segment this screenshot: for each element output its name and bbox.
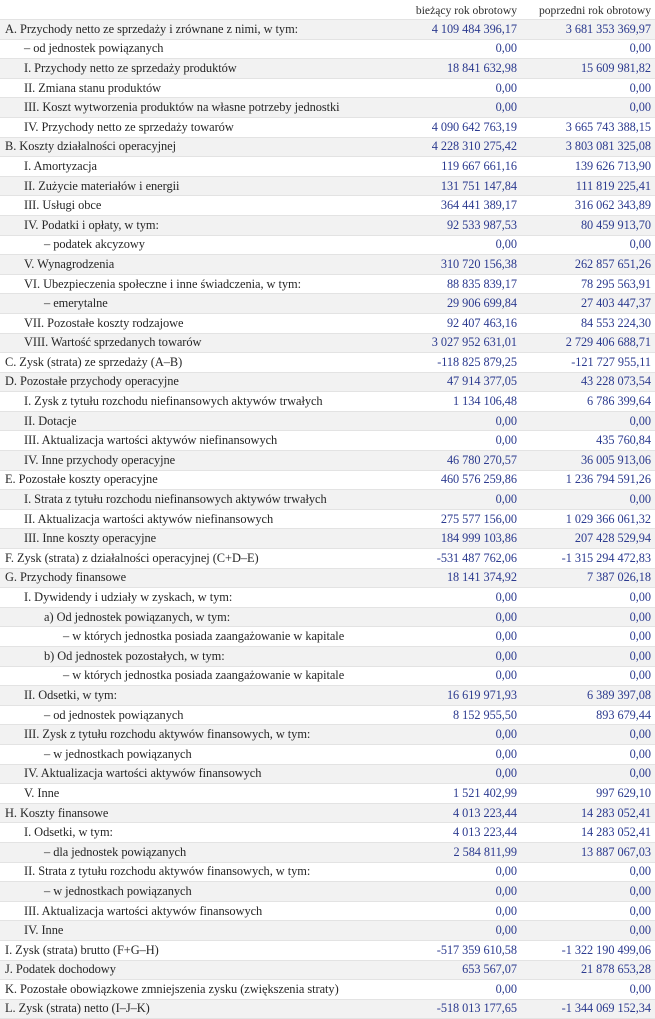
- row-label: b) Od jednostek pozostałych, w tym:: [0, 647, 387, 667]
- table-row: [0, 509, 655, 529]
- row-value-current-year: 0,00: [387, 235, 521, 255]
- row-label: II. Zmiana stanu produktów: [0, 78, 387, 98]
- row-value-previous-year: 0,00: [521, 39, 655, 59]
- table-row: [0, 39, 655, 59]
- table-row: [0, 882, 655, 902]
- table-row: [0, 353, 655, 373]
- row-label: – podatek akcyzowy: [0, 235, 387, 255]
- row-value-current-year: 0,00: [387, 588, 521, 608]
- row-value-previous-year: 3 681 353 369,97: [521, 20, 655, 40]
- row-value-current-year: 4 013 223,44: [387, 823, 521, 843]
- table-row: [0, 980, 655, 1000]
- row-value-previous-year: 80 459 913,70: [521, 215, 655, 235]
- row-label: a) Od jednostek powiązanych, w tym:: [0, 607, 387, 627]
- row-value-previous-year: 435 760,84: [521, 431, 655, 451]
- table-row: [0, 176, 655, 196]
- table-row: [0, 705, 655, 725]
- row-label: – od jednostek powiązanych: [0, 705, 387, 725]
- table-row: [0, 921, 655, 941]
- row-value-previous-year: 0,00: [521, 411, 655, 431]
- table-row: [0, 666, 655, 686]
- row-value-current-year: 310 720 156,38: [387, 255, 521, 275]
- row-value-previous-year: 7 387 026,18: [521, 568, 655, 588]
- row-label: IV. Inne przychody operacyjne: [0, 451, 387, 471]
- row-value-current-year: -517 359 610,58: [387, 940, 521, 960]
- row-label: – w jednostkach powiązanych: [0, 882, 387, 902]
- row-value-previous-year: 27 403 447,37: [521, 294, 655, 314]
- table-row: [0, 588, 655, 608]
- table-row: [0, 157, 655, 177]
- table-row: [0, 490, 655, 510]
- table-header: [0, 0, 655, 20]
- table-row: [0, 940, 655, 960]
- row-value-current-year: 1 134 106,48: [387, 392, 521, 412]
- row-label: – w jednostkach powiązanych: [0, 744, 387, 764]
- row-label: IV. Przychody netto ze sprzedaży towarów: [0, 117, 387, 137]
- row-value-previous-year: 3 803 081 325,08: [521, 137, 655, 157]
- row-label: III. Inne koszty operacyjne: [0, 529, 387, 549]
- row-label: V. Inne: [0, 784, 387, 804]
- table-row: [0, 411, 655, 431]
- row-label: E. Pozostałe koszty operacyjne: [0, 470, 387, 490]
- row-value-current-year: 0,00: [387, 882, 521, 902]
- row-value-current-year: 0,00: [387, 921, 521, 941]
- table-row: [0, 98, 655, 118]
- row-value-current-year: 4 228 310 275,42: [387, 137, 521, 157]
- row-label: I. Odsetki, w tym:: [0, 823, 387, 843]
- row-value-previous-year: -1 322 190 499,06: [521, 940, 655, 960]
- row-label: H. Koszty finansowe: [0, 803, 387, 823]
- row-value-current-year: 0,00: [387, 78, 521, 98]
- row-value-previous-year: 0,00: [521, 862, 655, 882]
- table-row: [0, 313, 655, 333]
- row-label: B. Koszty działalności operacyjnej: [0, 137, 387, 157]
- row-value-current-year: 0,00: [387, 431, 521, 451]
- row-value-current-year: 0,00: [387, 744, 521, 764]
- header-previous-year: poprzedni rok obrotowy: [521, 0, 655, 20]
- row-label: G. Przychody finansowe: [0, 568, 387, 588]
- row-value-previous-year: 0,00: [521, 725, 655, 745]
- row-label: VI. Ubezpieczenia społeczne i inne świadczenia, w tym:: [0, 274, 387, 294]
- row-label: III. Zysk z tytułu rozchodu aktywów finansowych, w tym:: [0, 725, 387, 745]
- table-row: [0, 255, 655, 275]
- row-value-previous-year: 207 428 529,94: [521, 529, 655, 549]
- row-value-current-year: 275 577 156,00: [387, 509, 521, 529]
- table-row: [0, 744, 655, 764]
- row-value-current-year: 47 914 377,05: [387, 372, 521, 392]
- row-value-previous-year: -1 315 294 472,83: [521, 549, 655, 569]
- table-row: [0, 294, 655, 314]
- row-label: V. Wynagrodzenia: [0, 255, 387, 275]
- table-row: [0, 901, 655, 921]
- row-value-current-year: 0,00: [387, 39, 521, 59]
- row-label: III. Aktualizacja wartości aktywów niefinansowych: [0, 431, 387, 451]
- row-label: III. Usługi obce: [0, 196, 387, 216]
- row-value-previous-year: 14 283 052,41: [521, 803, 655, 823]
- row-label: I. Zysk (strata) brutto (F+G–H): [0, 940, 387, 960]
- table-row: [0, 725, 655, 745]
- row-value-previous-year: 316 062 343,89: [521, 196, 655, 216]
- row-label: J. Podatek dochodowy: [0, 960, 387, 980]
- table-row: [0, 20, 655, 40]
- row-value-current-year: 18 841 632,98: [387, 59, 521, 79]
- row-value-previous-year: 0,00: [521, 980, 655, 1000]
- row-value-previous-year: 14 283 052,41: [521, 823, 655, 843]
- table-row: [0, 549, 655, 569]
- row-value-current-year: 3 027 952 631,01: [387, 333, 521, 353]
- table-row: [0, 686, 655, 706]
- row-value-previous-year: 36 005 913,06: [521, 451, 655, 471]
- row-label: II. Odsetki, w tym:: [0, 686, 387, 706]
- row-label: C. Zysk (strata) ze sprzedaży (A–B): [0, 353, 387, 373]
- row-label: II. Aktualizacja wartości aktywów niefinansowych: [0, 509, 387, 529]
- row-label: F. Zysk (strata) z działalności operacyjnej (C+D–E): [0, 549, 387, 569]
- table-row: [0, 274, 655, 294]
- row-label: II. Dotacje: [0, 411, 387, 431]
- row-label: VII. Pozostałe koszty rodzajowe: [0, 313, 387, 333]
- table-row: [0, 862, 655, 882]
- row-value-previous-year: 0,00: [521, 98, 655, 118]
- row-value-previous-year: 21 878 653,28: [521, 960, 655, 980]
- row-value-current-year: 364 441 389,17: [387, 196, 521, 216]
- row-value-previous-year: 84 553 224,30: [521, 313, 655, 333]
- header-current-year: bieżący rok obrotowy: [387, 0, 521, 20]
- row-value-previous-year: 6 786 399,64: [521, 392, 655, 412]
- row-label: A. Przychody netto ze sprzedaży i zrównane z nimi, w tym:: [0, 20, 387, 40]
- table-row: [0, 451, 655, 471]
- table-row: [0, 196, 655, 216]
- row-value-current-year: 0,00: [387, 647, 521, 667]
- row-value-previous-year: 0,00: [521, 647, 655, 667]
- row-value-current-year: 0,00: [387, 901, 521, 921]
- row-value-previous-year: 0,00: [521, 235, 655, 255]
- row-value-previous-year: 262 857 651,26: [521, 255, 655, 275]
- row-value-current-year: 1 521 402,99: [387, 784, 521, 804]
- row-label: IV. Inne: [0, 921, 387, 941]
- row-label: – emerytalne: [0, 294, 387, 314]
- row-label: I. Zysk z tytułu rozchodu niefinansowych aktywów trwałych: [0, 392, 387, 412]
- row-value-previous-year: -121 727 955,11: [521, 353, 655, 373]
- table-row: [0, 784, 655, 804]
- row-value-current-year: 653 567,07: [387, 960, 521, 980]
- row-value-previous-year: 3 665 743 388,15: [521, 117, 655, 137]
- row-value-current-year: 46 780 270,57: [387, 451, 521, 471]
- table-row: [0, 431, 655, 451]
- row-label: II. Strata z tytułu rozchodu aktywów finansowych, w tym:: [0, 862, 387, 882]
- row-value-previous-year: 1 029 366 061,32: [521, 509, 655, 529]
- row-value-current-year: 119 667 661,16: [387, 157, 521, 177]
- row-label: – w których jednostka posiada zaangażowanie w kapitale: [0, 666, 387, 686]
- row-value-current-year: -118 825 879,25: [387, 353, 521, 373]
- row-value-previous-year: 139 626 713,90: [521, 157, 655, 177]
- row-label: II. Zużycie materiałów i energii: [0, 176, 387, 196]
- row-value-current-year: 92 533 987,53: [387, 215, 521, 235]
- row-value-current-year: 4 013 223,44: [387, 803, 521, 823]
- row-value-previous-year: 0,00: [521, 607, 655, 627]
- row-value-current-year: 4 109 484 396,17: [387, 20, 521, 40]
- row-value-current-year: 460 576 259,86: [387, 470, 521, 490]
- row-value-previous-year: 15 609 981,82: [521, 59, 655, 79]
- row-value-current-year: 0,00: [387, 490, 521, 510]
- table-row: [0, 529, 655, 549]
- table-row: [0, 627, 655, 647]
- row-label: III. Koszt wytworzenia produktów na własne potrzeby jednostki: [0, 98, 387, 118]
- table-row: [0, 333, 655, 353]
- row-value-current-year: 18 141 374,92: [387, 568, 521, 588]
- row-value-current-year: 131 751 147,84: [387, 176, 521, 196]
- row-value-current-year: 0,00: [387, 411, 521, 431]
- table-row: [0, 235, 655, 255]
- row-value-current-year: 16 619 971,93: [387, 686, 521, 706]
- row-value-previous-year: 0,00: [521, 588, 655, 608]
- row-value-current-year: 0,00: [387, 607, 521, 627]
- row-value-current-year: 0,00: [387, 862, 521, 882]
- row-value-current-year: 0,00: [387, 764, 521, 784]
- row-value-current-year: 2 584 811,99: [387, 842, 521, 862]
- row-label: VIII. Wartość sprzedanych towarów: [0, 333, 387, 353]
- row-value-current-year: 0,00: [387, 98, 521, 118]
- table-row: [0, 647, 655, 667]
- table-row: [0, 764, 655, 784]
- row-label: – od jednostek powiązanych: [0, 39, 387, 59]
- row-value-current-year: 92 407 463,16: [387, 313, 521, 333]
- table-row: [0, 392, 655, 412]
- row-value-current-year: 0,00: [387, 980, 521, 1000]
- row-value-current-year: 184 999 103,86: [387, 529, 521, 549]
- row-value-previous-year: 78 295 563,91: [521, 274, 655, 294]
- header-label-column: [0, 0, 387, 20]
- row-value-current-year: -531 487 762,06: [387, 549, 521, 569]
- table-row: [0, 607, 655, 627]
- row-value-current-year: -518 013 177,65: [387, 999, 521, 1019]
- row-label: K. Pozostałe obowiązkowe zmniejszenia zysku (zwiększenia straty): [0, 980, 387, 1000]
- row-label: I. Amortyzacja: [0, 157, 387, 177]
- row-value-previous-year: 6 389 397,08: [521, 686, 655, 706]
- row-value-current-year: 0,00: [387, 666, 521, 686]
- row-value-previous-year: 997 629,10: [521, 784, 655, 804]
- header-row: [0, 0, 655, 20]
- row-label: – dla jednostek powiązanych: [0, 842, 387, 862]
- table-row: [0, 470, 655, 490]
- row-value-previous-year: 0,00: [521, 901, 655, 921]
- row-value-previous-year: 1 236 794 591,26: [521, 470, 655, 490]
- row-value-current-year: 0,00: [387, 725, 521, 745]
- row-value-previous-year: 0,00: [521, 666, 655, 686]
- row-value-previous-year: 0,00: [521, 764, 655, 784]
- table-row: [0, 78, 655, 98]
- row-value-previous-year: 0,00: [521, 78, 655, 98]
- row-label: L. Zysk (strata) netto (I–J–K): [0, 999, 387, 1019]
- table-row: [0, 117, 655, 137]
- row-value-previous-year: 13 887 067,03: [521, 842, 655, 862]
- row-label: D. Pozostałe przychody operacyjne: [0, 372, 387, 392]
- table-body: [0, 20, 655, 1019]
- row-label: I. Dywidendy i udziały w zyskach, w tym:: [0, 588, 387, 608]
- row-value-previous-year: 111 819 225,41: [521, 176, 655, 196]
- row-value-current-year: 8 152 955,50: [387, 705, 521, 725]
- table-row: [0, 823, 655, 843]
- row-value-previous-year: 2 729 406 688,71: [521, 333, 655, 353]
- table-row: [0, 568, 655, 588]
- table-row: [0, 59, 655, 79]
- row-label: III. Aktualizacja wartości aktywów finansowych: [0, 901, 387, 921]
- table-row: [0, 372, 655, 392]
- row-value-current-year: 0,00: [387, 627, 521, 647]
- row-value-previous-year: 0,00: [521, 744, 655, 764]
- row-value-current-year: 4 090 642 763,19: [387, 117, 521, 137]
- table-row: [0, 803, 655, 823]
- row-value-previous-year: 893 679,44: [521, 705, 655, 725]
- row-label: IV. Podatki i opłaty, w tym:: [0, 215, 387, 235]
- row-label: – w których jednostka posiada zaangażowanie w kapitale: [0, 627, 387, 647]
- row-label: IV. Aktualizacja wartości aktywów finansowych: [0, 764, 387, 784]
- row-value-previous-year: 0,00: [521, 882, 655, 902]
- table-row: [0, 137, 655, 157]
- row-value-current-year: 88 835 839,17: [387, 274, 521, 294]
- row-value-previous-year: 43 228 073,54: [521, 372, 655, 392]
- row-value-previous-year: -1 344 069 152,34: [521, 999, 655, 1019]
- row-value-previous-year: 0,00: [521, 490, 655, 510]
- row-value-previous-year: 0,00: [521, 627, 655, 647]
- row-value-previous-year: 0,00: [521, 921, 655, 941]
- table-row: [0, 842, 655, 862]
- row-value-current-year: 29 906 699,84: [387, 294, 521, 314]
- table-row: [0, 999, 655, 1019]
- table-row: [0, 960, 655, 980]
- row-label: I. Przychody netto ze sprzedaży produktów: [0, 59, 387, 79]
- row-label: I. Strata z tytułu rozchodu niefinansowych aktywów trwałych: [0, 490, 387, 510]
- table-row: [0, 215, 655, 235]
